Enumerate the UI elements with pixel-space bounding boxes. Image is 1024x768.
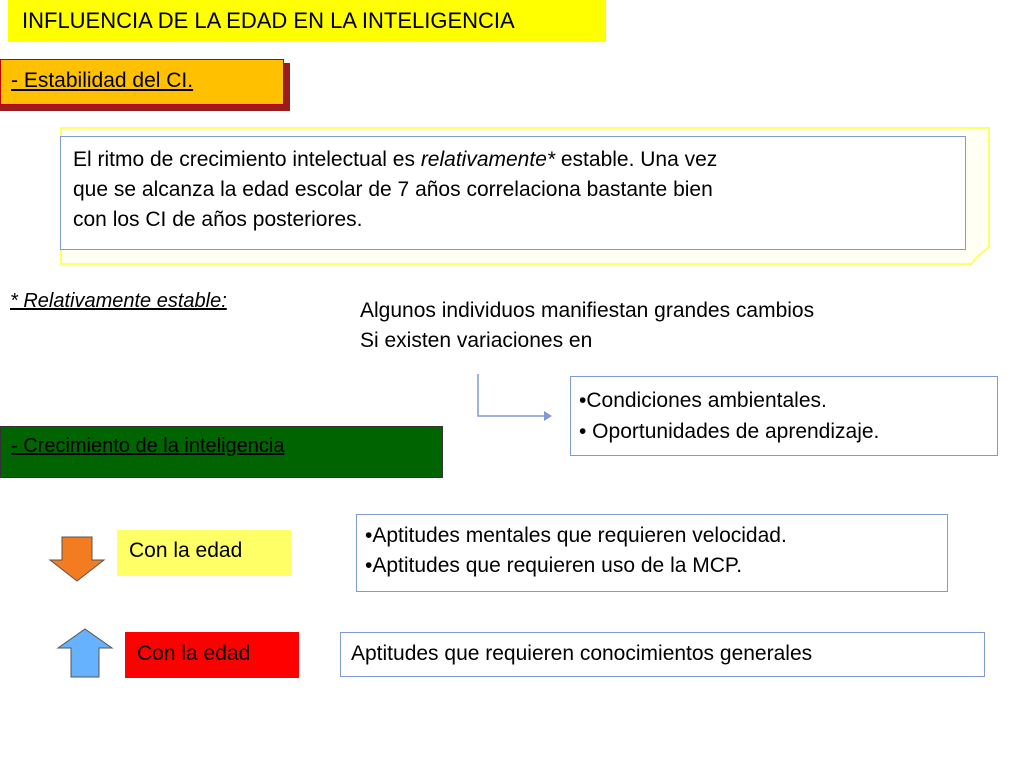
relative-stable-label: * Relativamente estable: xyxy=(10,290,227,312)
stability-heading: - Estabilidad del CI. xyxy=(0,59,284,105)
increase-with-age-label: Con la edad xyxy=(125,632,299,678)
relative-stable-text xyxy=(360,296,814,356)
note-text-box xyxy=(60,136,966,250)
note-fold-corner xyxy=(970,246,990,266)
slide-title: INFLUENCIA DE LA EDAD EN LA INTELIGENCIA xyxy=(8,0,606,42)
decreasing-aptitude-item: •Aptitudes que requieren uso de la MCP. xyxy=(365,554,743,577)
conditions-box xyxy=(570,376,998,456)
down-arrow-icon xyxy=(48,536,106,582)
note-line-1-start: El ritmo de crecimiento intelectual es xyxy=(73,148,421,171)
note-line-1-end: estable. Una vez xyxy=(555,148,718,171)
decreasing-aptitudes-box xyxy=(356,514,948,592)
decrease-with-age-label: Con la edad xyxy=(117,530,291,576)
condition-item: • Oportunidades de aprendizaje. xyxy=(579,420,880,443)
connector-arrow-icon xyxy=(470,372,580,428)
growth-heading: - Crecimiento de la inteligencia xyxy=(0,426,443,478)
note-line-1 xyxy=(73,145,965,175)
note-line-3: con los CI de años posteriores. xyxy=(73,208,363,231)
up-arrow-icon xyxy=(56,628,114,678)
decreasing-aptitude-item: •Aptitudes mentales que requieren velocidad. xyxy=(365,524,787,547)
note-line-2: que se alcanza la edad escolar de 7 años correlaciona bastante bien xyxy=(73,178,713,201)
note-line-1-italic: relativamente* xyxy=(420,148,556,171)
increasing-aptitudes-box: Aptitudes que requieren conocimientos generales xyxy=(340,632,985,677)
relative-line-1: Algunos individuos manifiestan grandes cambios xyxy=(360,299,815,322)
relative-line-2: Si existen variaciones en xyxy=(360,329,593,352)
condition-item: •Condiciones ambientales. xyxy=(579,389,827,412)
